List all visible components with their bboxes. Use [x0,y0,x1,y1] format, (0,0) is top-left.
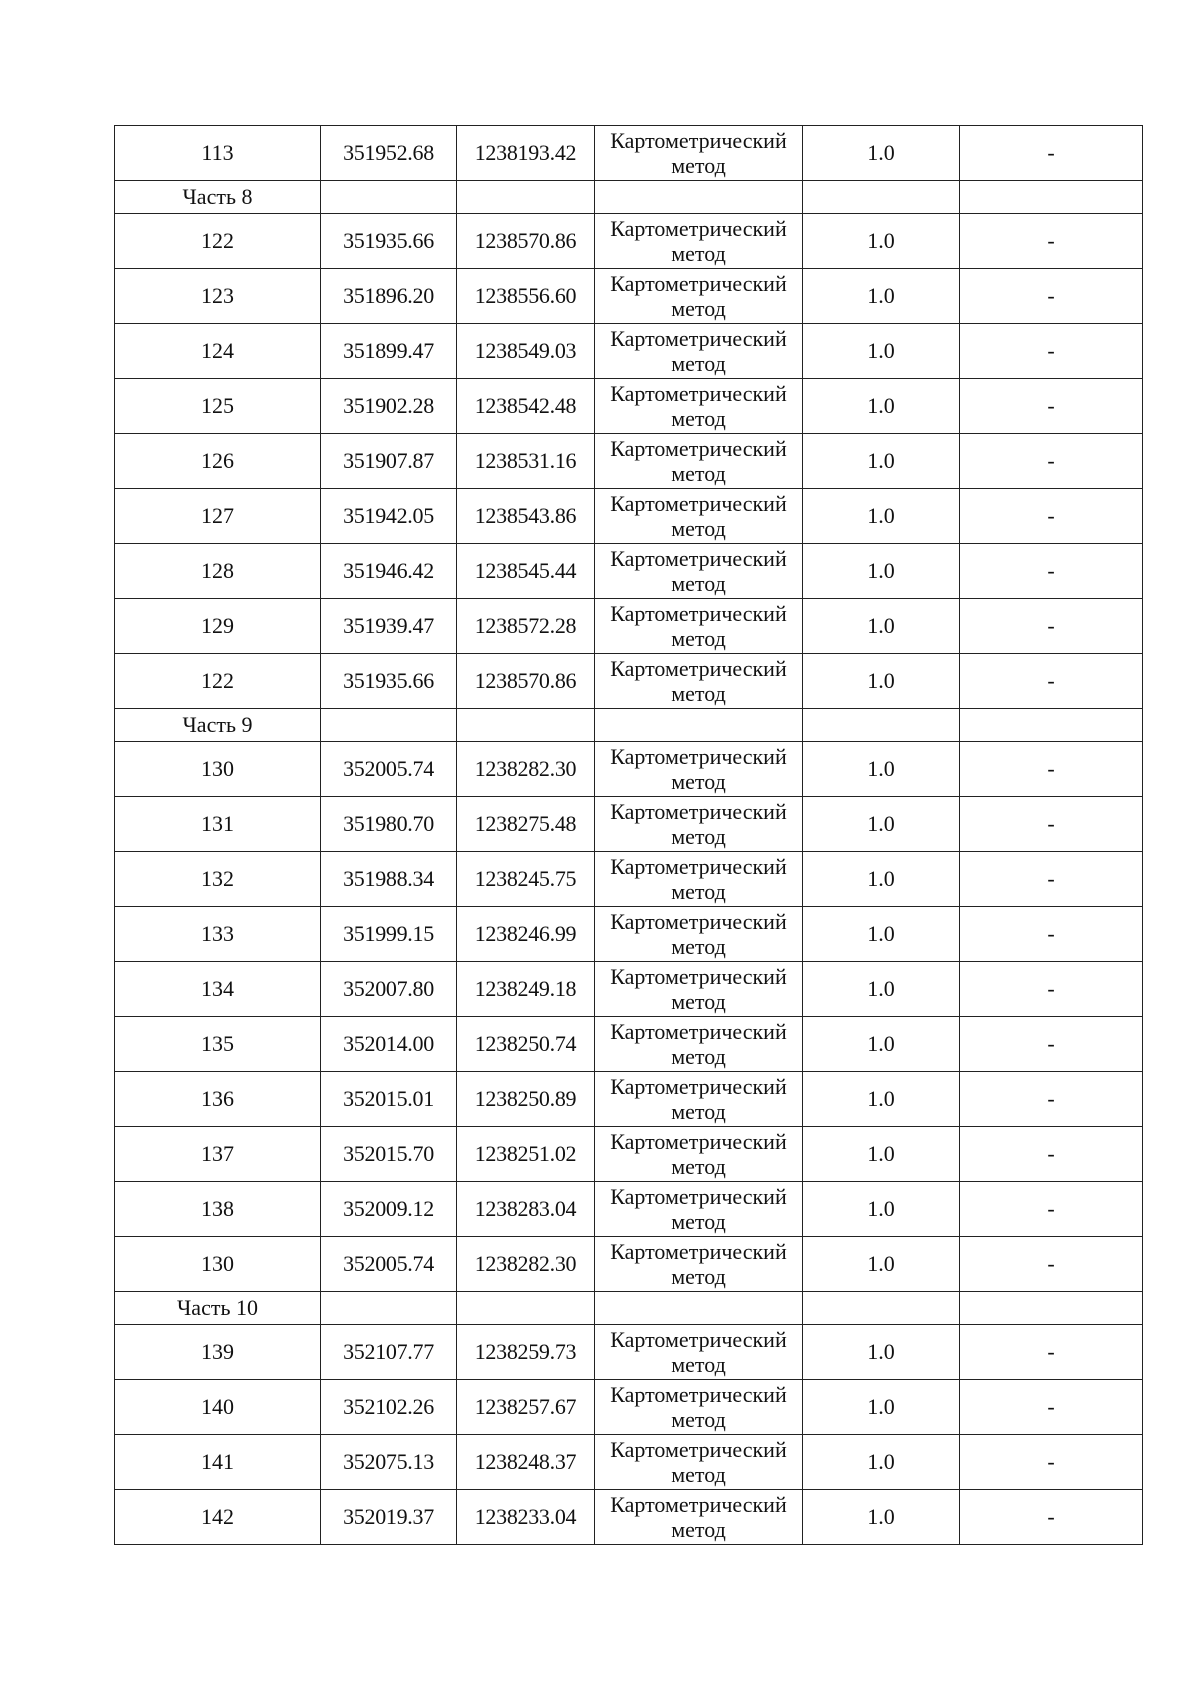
x-coordinate-cell: 351946.42 [321,544,457,599]
x-coordinate-cell: 351899.47 [321,324,457,379]
note-cell: - [960,379,1143,434]
y-coordinate-cell: 1238283.04 [457,1182,595,1237]
y-coordinate-cell: 1238545.44 [457,544,595,599]
x-coordinate-cell: 351999.15 [321,907,457,962]
accuracy-cell: 1.0 [803,654,960,709]
x-coordinate-cell: 351939.47 [321,599,457,654]
method-cell [595,126,803,181]
point-number-cell: 130 [115,1237,321,1292]
x-coordinate-cell: 352107.77 [321,1325,457,1380]
method-line-2: метод [671,878,726,904]
method-line-1: Картометрический [610,215,787,241]
empty-cell [457,181,595,214]
empty-cell [595,1292,803,1325]
empty-cell [595,709,803,742]
point-number-cell: 126 [115,434,321,489]
table-row [115,269,1143,324]
method-cell [595,1435,803,1490]
method-line-2: метод [671,240,726,266]
note-cell: - [960,544,1143,599]
y-coordinate-cell: 1238549.03 [457,324,595,379]
x-coordinate-cell: 351907.87 [321,434,457,489]
method-line-1: Картометрический [610,1183,787,1209]
part-label-cell: Часть 10 [115,1292,321,1325]
table-row [115,489,1143,544]
method-line-1: Картометрический [610,963,787,989]
empty-cell [803,181,960,214]
method-line-2: метод [671,1461,726,1487]
y-coordinate-cell: 1238556.60 [457,269,595,324]
table-row [115,962,1143,1017]
x-coordinate-cell: 352015.01 [321,1072,457,1127]
table-row [115,126,1143,181]
table-body [115,126,1143,1545]
table-row [115,324,1143,379]
method-cell [595,1237,803,1292]
table-row [115,544,1143,599]
method-line-1: Картометрический [610,655,787,681]
method-line-1: Картометрический [610,490,787,516]
note-cell: - [960,599,1143,654]
table-row [115,1127,1143,1182]
method-line-1: Картометрический [610,1381,787,1407]
table-row [115,1435,1143,1490]
y-coordinate-cell: 1238572.28 [457,599,595,654]
method-line-1: Картометрический [610,1491,787,1517]
empty-cell [321,709,457,742]
note-cell: - [960,324,1143,379]
method-line-2: метод [671,295,726,321]
y-coordinate-cell: 1238275.48 [457,797,595,852]
method-line-1: Картометрический [610,435,787,461]
empty-cell [457,709,595,742]
method-line-2: метод [671,933,726,959]
note-cell: - [960,1127,1143,1182]
method-line-1: Картометрический [610,908,787,934]
accuracy-cell: 1.0 [803,489,960,544]
method-cell [595,214,803,269]
method-line-2: метод [671,625,726,651]
method-line-1: Картометрический [610,1326,787,1352]
note-cell: - [960,1490,1143,1545]
accuracy-cell: 1.0 [803,1237,960,1292]
method-cell [595,434,803,489]
method-cell [595,544,803,599]
method-line-2: метод [671,350,726,376]
note-cell: - [960,852,1143,907]
note-cell: - [960,1072,1143,1127]
y-coordinate-cell: 1238193.42 [457,126,595,181]
note-cell: - [960,489,1143,544]
point-number-cell: 131 [115,797,321,852]
point-number-cell: 113 [115,126,321,181]
method-cell [595,1325,803,1380]
accuracy-cell: 1.0 [803,434,960,489]
point-number-cell: 140 [115,1380,321,1435]
note-cell: - [960,907,1143,962]
point-number-cell: 139 [115,1325,321,1380]
point-number-cell: 129 [115,599,321,654]
point-number-cell: 124 [115,324,321,379]
accuracy-cell: 1.0 [803,126,960,181]
accuracy-cell: 1.0 [803,797,960,852]
note-cell: - [960,434,1143,489]
accuracy-cell: 1.0 [803,214,960,269]
x-coordinate-cell: 351896.20 [321,269,457,324]
x-coordinate-cell: 351942.05 [321,489,457,544]
method-cell [595,1072,803,1127]
note-cell: - [960,1017,1143,1072]
method-cell [595,324,803,379]
table-row [115,1182,1143,1237]
accuracy-cell: 1.0 [803,852,960,907]
y-coordinate-cell: 1238570.86 [457,214,595,269]
method-line-1: Картометрический [610,743,787,769]
empty-cell [960,709,1143,742]
method-line-1: Картометрический [610,600,787,626]
method-cell [595,1127,803,1182]
method-line-2: метод [671,1153,726,1179]
accuracy-cell: 1.0 [803,907,960,962]
table-row [115,1237,1143,1292]
point-number-cell: 123 [115,269,321,324]
method-line-1: Картометрический [610,545,787,571]
method-line-2: метод [671,1351,726,1377]
y-coordinate-cell: 1238233.04 [457,1490,595,1545]
method-line-2: метод [671,768,726,794]
accuracy-cell: 1.0 [803,324,960,379]
note-cell: - [960,654,1143,709]
accuracy-cell: 1.0 [803,269,960,324]
method-cell [595,489,803,544]
accuracy-cell: 1.0 [803,1127,960,1182]
x-coordinate-cell: 352009.12 [321,1182,457,1237]
method-cell [595,907,803,962]
method-line-2: метод [671,680,726,706]
x-coordinate-cell: 351988.34 [321,852,457,907]
x-coordinate-cell: 352102.26 [321,1380,457,1435]
y-coordinate-cell: 1238543.86 [457,489,595,544]
coordinates-table [114,125,1143,1545]
point-number-cell: 128 [115,544,321,599]
method-line-1: Картометрический [610,1018,787,1044]
point-number-cell: 137 [115,1127,321,1182]
table-row [115,1072,1143,1127]
part-header-row [115,181,1143,214]
method-line-2: метод [671,1043,726,1069]
method-cell [595,962,803,1017]
method-line-2: метод [671,823,726,849]
method-line-1: Картометрический [610,853,787,879]
method-line-1: Картометрический [610,1128,787,1154]
table-row [115,852,1143,907]
accuracy-cell: 1.0 [803,1380,960,1435]
x-coordinate-cell: 352019.37 [321,1490,457,1545]
method-cell [595,1380,803,1435]
note-cell: - [960,1380,1143,1435]
y-coordinate-cell: 1238259.73 [457,1325,595,1380]
note-cell: - [960,126,1143,181]
method-line-2: метод [671,152,726,178]
accuracy-cell: 1.0 [803,379,960,434]
accuracy-cell: 1.0 [803,1435,960,1490]
x-coordinate-cell: 352015.70 [321,1127,457,1182]
method-cell [595,852,803,907]
method-cell [595,1490,803,1545]
x-coordinate-cell: 352005.74 [321,1237,457,1292]
note-cell: - [960,1182,1143,1237]
y-coordinate-cell: 1238250.74 [457,1017,595,1072]
method-cell [595,654,803,709]
method-line-2: метод [671,1208,726,1234]
x-coordinate-cell: 351980.70 [321,797,457,852]
method-line-2: метод [671,570,726,596]
table-row [115,1325,1143,1380]
method-cell [595,269,803,324]
note-cell: - [960,214,1143,269]
x-coordinate-cell: 352075.13 [321,1435,457,1490]
table-row [115,434,1143,489]
table-row [115,797,1143,852]
table-row [115,654,1143,709]
method-cell [595,1017,803,1072]
y-coordinate-cell: 1238257.67 [457,1380,595,1435]
table-row [115,1380,1143,1435]
y-coordinate-cell: 1238248.37 [457,1435,595,1490]
accuracy-cell: 1.0 [803,544,960,599]
y-coordinate-cell: 1238570.86 [457,654,595,709]
x-coordinate-cell: 352014.00 [321,1017,457,1072]
x-coordinate-cell: 351952.68 [321,126,457,181]
y-coordinate-cell: 1238282.30 [457,742,595,797]
method-cell [595,599,803,654]
note-cell: - [960,1237,1143,1292]
table-row [115,742,1143,797]
point-number-cell: 132 [115,852,321,907]
empty-cell [321,181,457,214]
accuracy-cell: 1.0 [803,1017,960,1072]
y-coordinate-cell: 1238542.48 [457,379,595,434]
accuracy-cell: 1.0 [803,742,960,797]
method-line-1: Картометрический [610,380,787,406]
x-coordinate-cell: 351935.66 [321,654,457,709]
note-cell: - [960,1435,1143,1490]
table-row [115,1490,1143,1545]
part-label-cell: Часть 9 [115,709,321,742]
method-line-2: метод [671,405,726,431]
x-coordinate-cell: 351935.66 [321,214,457,269]
empty-cell [803,709,960,742]
y-coordinate-cell: 1238282.30 [457,1237,595,1292]
note-cell: - [960,269,1143,324]
x-coordinate-cell: 351902.28 [321,379,457,434]
point-number-cell: 136 [115,1072,321,1127]
point-number-cell: 142 [115,1490,321,1545]
method-line-1: Картометрический [610,1073,787,1099]
method-line-2: метод [671,1263,726,1289]
note-cell: - [960,1325,1143,1380]
part-label-cell: Часть 8 [115,181,321,214]
point-number-cell: 133 [115,907,321,962]
accuracy-cell: 1.0 [803,1325,960,1380]
note-cell: - [960,797,1143,852]
method-line-1: Картометрический [610,1238,787,1264]
y-coordinate-cell: 1238251.02 [457,1127,595,1182]
x-coordinate-cell: 352007.80 [321,962,457,1017]
point-number-cell: 135 [115,1017,321,1072]
method-line-1: Картометрический [610,1436,787,1462]
method-cell [595,797,803,852]
y-coordinate-cell: 1238250.89 [457,1072,595,1127]
accuracy-cell: 1.0 [803,962,960,1017]
y-coordinate-cell: 1238531.16 [457,434,595,489]
table-row [115,379,1143,434]
accuracy-cell: 1.0 [803,1072,960,1127]
point-number-cell: 130 [115,742,321,797]
empty-cell [960,181,1143,214]
point-number-cell: 141 [115,1435,321,1490]
accuracy-cell: 1.0 [803,599,960,654]
method-line-2: метод [671,988,726,1014]
table-row [115,214,1143,269]
table-row [115,599,1143,654]
point-number-cell: 138 [115,1182,321,1237]
note-cell: - [960,962,1143,1017]
point-number-cell: 127 [115,489,321,544]
method-line-1: Картометрический [610,325,787,351]
empty-cell [321,1292,457,1325]
method-line-2: метод [671,1516,726,1542]
part-header-row [115,709,1143,742]
method-cell [595,379,803,434]
point-number-cell: 122 [115,214,321,269]
table-row [115,1017,1143,1072]
accuracy-cell: 1.0 [803,1182,960,1237]
part-header-row [115,1292,1143,1325]
y-coordinate-cell: 1238246.99 [457,907,595,962]
y-coordinate-cell: 1238249.18 [457,962,595,1017]
x-coordinate-cell: 352005.74 [321,742,457,797]
method-line-1: Картометрический [610,798,787,824]
method-cell [595,1182,803,1237]
point-number-cell: 134 [115,962,321,1017]
method-line-2: метод [671,460,726,486]
accuracy-cell: 1.0 [803,1490,960,1545]
point-number-cell: 122 [115,654,321,709]
method-line-2: метод [671,1098,726,1124]
table-row [115,907,1143,962]
empty-cell [457,1292,595,1325]
method-line-2: метод [671,1406,726,1432]
method-line-2: метод [671,515,726,541]
method-cell [595,742,803,797]
y-coordinate-cell: 1238245.75 [457,852,595,907]
point-number-cell: 125 [115,379,321,434]
note-cell: - [960,742,1143,797]
method-line-1: Картометрический [610,270,787,296]
empty-cell [803,1292,960,1325]
empty-cell [595,181,803,214]
method-line-1: Картометрический [610,127,787,153]
empty-cell [960,1292,1143,1325]
